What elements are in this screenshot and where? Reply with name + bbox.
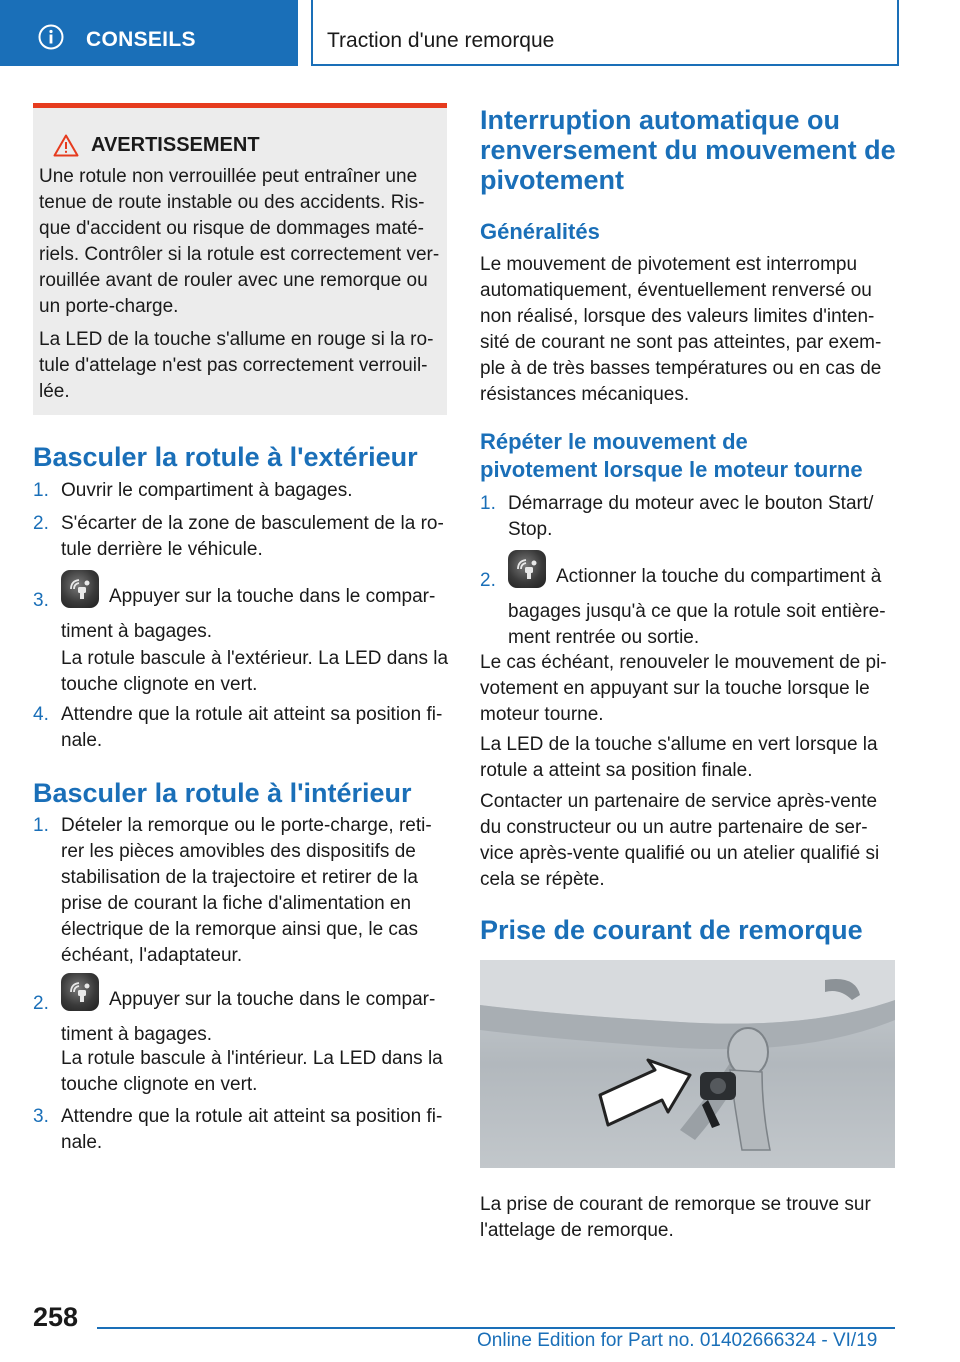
swing-out-step-text-line: Appuyer sur la touche dans le compar- bbox=[109, 586, 436, 607]
swing-in-step-text-line: prise de courant la fiche d'alimentation en bbox=[61, 893, 412, 914]
heading-repeat-text-line: pivotement lorsque le moteur tourne bbox=[480, 457, 863, 482]
repeat-step-text-line: bagages jusqu'à ce que la rotule soit entière- bbox=[508, 601, 886, 622]
swing-in-step-text-line: Attendre que la rotule ait atteint sa position fi- bbox=[61, 1106, 443, 1127]
general-paragraph-line: sité de courant ne sont pas atteintes, par exem- bbox=[480, 332, 882, 353]
swing-out-step-text-line: Attendre que la rotule ait atteint sa position fi- bbox=[61, 704, 443, 725]
repeat-step-text bbox=[508, 550, 886, 651]
swing-in-step-text bbox=[61, 1104, 442, 1156]
warning-text-2-line: lée. bbox=[39, 381, 70, 402]
repeat-paragraph-1 bbox=[480, 650, 887, 728]
heading-general: Généralités bbox=[480, 219, 600, 244]
swing-out-step-text-line: nale. bbox=[61, 730, 103, 751]
heading-interruption-text-line: pivotement bbox=[480, 165, 625, 195]
repeat-paragraph-1-line: moteur tourne. bbox=[480, 704, 604, 725]
warning-text-1-line: un porte-charge. bbox=[39, 296, 179, 317]
swing-in-step-text-line: touche clignote en vert. bbox=[61, 1074, 258, 1095]
heading-interruption-text-line: renversement du mouvement de bbox=[480, 135, 896, 165]
swing-in-step-text bbox=[61, 1046, 443, 1098]
page-title-box bbox=[311, 0, 899, 66]
swing-out-step-text bbox=[61, 478, 352, 504]
swing-in-step-text-line: La rotule bascule à l'intérieur. La LED dans la bbox=[61, 1048, 443, 1069]
swing-in-step-number: 3. bbox=[33, 1106, 49, 1127]
heading-swing-in: Basculer la rotule à l'intérieur bbox=[33, 778, 412, 808]
repeat-paragraph-2 bbox=[480, 732, 878, 784]
swing-out-step-number: 4. bbox=[33, 704, 49, 725]
swing-out-step-text bbox=[61, 511, 444, 563]
trailer-hitch-button-icon bbox=[508, 550, 546, 588]
heading-repeat-text-line: Répéter le mouvement de bbox=[480, 429, 748, 454]
trailer-hitch-button-icon bbox=[61, 570, 99, 608]
page-title: Traction d'une remorque bbox=[327, 29, 555, 52]
repeat-step-text-line: Stop. bbox=[508, 519, 553, 540]
repeat-step-number: 1. bbox=[480, 493, 496, 514]
warning-title: AVERTISSEMENT bbox=[91, 133, 260, 156]
swing-in-step-text bbox=[61, 973, 435, 1048]
swing-in-step-text-line: timent à bagages. bbox=[61, 1024, 213, 1045]
heading-trailer-socket: Prise de courant de remorque bbox=[480, 915, 863, 945]
heading-interruption-text bbox=[480, 105, 896, 195]
repeat-paragraph-1-line: votement en appuyant sur la touche lorsque le bbox=[480, 678, 870, 699]
swing-out-step-text bbox=[61, 646, 448, 698]
swing-in-step-text-line: électrique de la remorque ainsi que, le cas bbox=[61, 919, 418, 940]
warning-text-1-line: que d'accident ou risque de dommages maté- bbox=[39, 218, 424, 239]
photo-caption-text-line: La prise de courant de remorque se trouve sur bbox=[480, 1194, 871, 1215]
general-paragraph-line: ple à de très basses températures ou en cas de bbox=[480, 358, 882, 379]
swing-out-step-text-line: touche clignote en vert. bbox=[61, 674, 258, 695]
warning-triangle-icon bbox=[53, 134, 79, 157]
warning-text-1-line: tenue de route instable ou des accidents. Ris- bbox=[39, 192, 425, 213]
repeat-paragraph-3-line: Contacter un partenaire de service après-vente bbox=[480, 791, 878, 812]
heading-swing-out: Basculer la rotule à l'extérieur bbox=[33, 442, 418, 472]
section-label: CONSEILS bbox=[86, 28, 196, 51]
section-tab-conseils bbox=[0, 0, 298, 66]
swing-in-step-text-line: Appuyer sur la touche dans le compar- bbox=[109, 989, 436, 1010]
swing-in-step-text-line: échéant, l'adaptateur. bbox=[61, 945, 243, 966]
warning-text-1-line: riels. Contrôler si la rotule est correctement ver- bbox=[39, 244, 440, 265]
swing-in-step-number: 2. bbox=[33, 993, 49, 1014]
repeat-paragraph-1-line: Le cas échéant, renouveler le mouvement de pi- bbox=[480, 652, 887, 673]
swing-in-step-text-line: Dételer la remorque ou le porte-charge, reti- bbox=[61, 815, 432, 836]
swing-out-step-text-line: La rotule bascule à l'extérieur. La LED dans la bbox=[61, 648, 449, 669]
swing-in-step-text-line: nale. bbox=[61, 1132, 103, 1153]
repeat-paragraph-2-line: rotule a atteint sa position finale. bbox=[480, 760, 753, 781]
general-paragraph-line: automatiquement, éventuellement renversé ou bbox=[480, 280, 872, 301]
warning-text-2 bbox=[39, 327, 441, 405]
heading-interruption-text-line: Interruption automatique ou bbox=[480, 105, 840, 135]
swing-out-step-text bbox=[61, 702, 442, 754]
trailer-hitch-button-icon bbox=[61, 973, 99, 1011]
swing-out-step-text-line: timent à bagages. bbox=[61, 621, 213, 642]
footer-divider bbox=[97, 1327, 895, 1329]
edition-note: Online Edition for Part no. 01402666324 - VI/19 bbox=[477, 1330, 878, 1351]
general-paragraph-line: résistances mécaniques. bbox=[480, 384, 690, 405]
photo-caption-text bbox=[480, 1192, 871, 1244]
trailer-hitch-photo bbox=[480, 960, 895, 1168]
swing-out-step-number: 3. bbox=[33, 590, 49, 611]
swing-out-step-number: 2. bbox=[33, 513, 49, 534]
photo-caption-text-line: l'attelage de remorque. bbox=[480, 1220, 674, 1241]
warning-text-1-line: Une rotule non verrouillée peut entraîner une bbox=[39, 166, 418, 187]
swing-in-step-number: 1. bbox=[33, 815, 49, 836]
repeat-paragraph-3-line: vice après-vente qualifié ou un atelier qualifié si bbox=[480, 843, 880, 864]
warning-text-2-line: tule d'attelage n'est pas correctement verrouil- bbox=[39, 355, 428, 376]
repeat-step-text-line: ment rentrée ou sortie. bbox=[508, 627, 700, 648]
repeat-step-text-line: Actionner la touche du compartiment à bbox=[556, 566, 882, 587]
swing-in-step-text bbox=[61, 813, 432, 969]
swing-out-step-text-line: tule derrière le véhicule. bbox=[61, 539, 263, 560]
swing-out-step-text-line: S'écarter de la zone de basculement de la ro- bbox=[61, 513, 444, 534]
swing-out-step-text bbox=[61, 570, 435, 645]
repeat-step-number: 2. bbox=[480, 570, 496, 591]
warning-title-row bbox=[53, 132, 441, 158]
repeat-paragraph-3-line: du constructeur ou un autre partenaire de ser- bbox=[480, 817, 868, 838]
heading-repeat-text bbox=[480, 428, 863, 484]
repeat-paragraph-2-line: La LED de la touche s'allume en vert lorsque la bbox=[480, 734, 878, 755]
swing-out-step-text-line: Ouvrir le compartiment à bagages. bbox=[61, 480, 353, 501]
general-paragraph bbox=[480, 252, 881, 408]
swing-in-step-text-line: stabilisation de la trajectoire et retirer de la bbox=[61, 867, 418, 888]
swing-out-step-number: 1. bbox=[33, 480, 49, 501]
page-number: 258 bbox=[33, 1302, 79, 1332]
warning-box bbox=[33, 103, 447, 415]
swing-in-step-text-line: rer les pièces amovibles des dispositifs de bbox=[61, 841, 416, 862]
repeat-paragraph-3-line: cela se répète. bbox=[480, 869, 605, 890]
general-paragraph-line: non réalisé, lorsque des valeurs limites d'inten- bbox=[480, 306, 875, 327]
repeat-step-text bbox=[508, 491, 873, 543]
warning-text-1-line: rouillée avant de rouler avec une remorque ou bbox=[39, 270, 428, 291]
repeat-step-text-line: Démarrage du moteur avec le bouton Start/ bbox=[508, 493, 874, 514]
page-header bbox=[0, 0, 960, 66]
repeat-paragraph-3 bbox=[480, 789, 879, 893]
info-icon bbox=[38, 24, 64, 50]
warning-text-1 bbox=[39, 164, 441, 320]
general-paragraph-line: Le mouvement de pivotement est interrompu bbox=[480, 254, 858, 275]
warning-text-2-line: La LED de la touche s'allume en rouge si la ro- bbox=[39, 329, 434, 350]
